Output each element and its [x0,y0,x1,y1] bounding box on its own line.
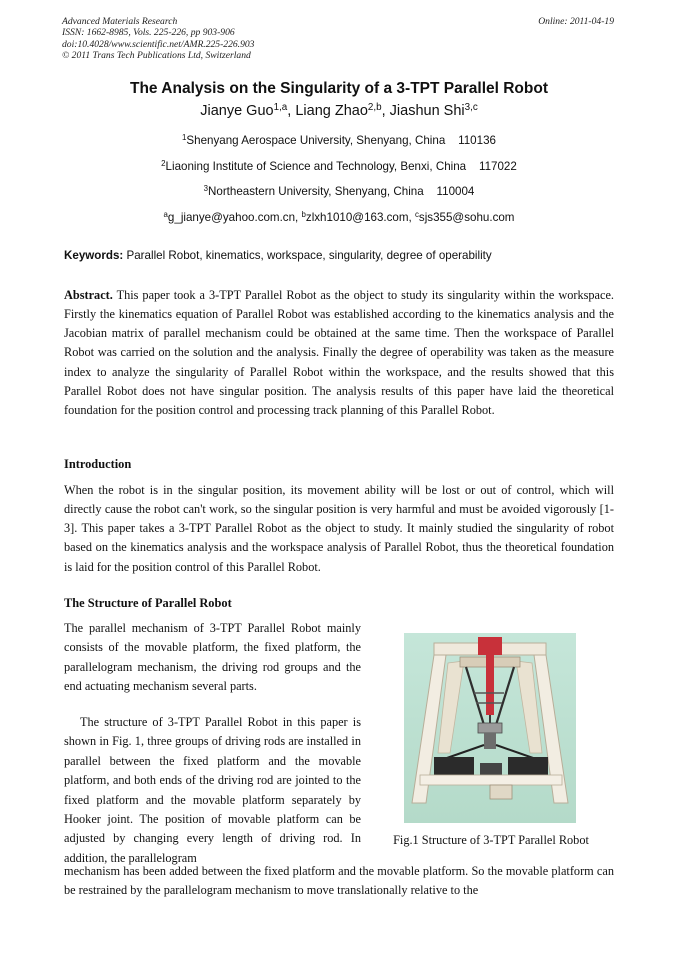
copyright-line: © 2011 Trans Tech Publications Ltd, Switzerland [62,49,251,61]
author-name: Liang Zhao [295,103,368,119]
structure-paragraph-2: The structure of 3-TPT Parallel Robot in this paper is shown in Fig. 1, three groups of driving rods are installed in parallel between the fixed platform and the movable platform, and both ends of the driving rod are jointed to the fixed platform and the movable platform separately by Hooker joint. The position of movable platform can be adjusted by changing every length of driving rod. In addition, the parallelogram [64,715,361,865]
doi-line: doi:10.4028/www.scientific.net/AMR.225-226.903 [62,38,255,50]
introduction-heading: Introduction [64,457,132,471]
keywords-label: Keywords: [64,249,124,262]
robot-illustration [404,633,576,823]
email-b[interactable]: zlxh1010@163.com, [305,211,415,224]
online-date: Online: 2011-04-19 [538,16,614,27]
structure-paragraph-1: The parallel mechanism of 3-TPT Parallel Robot mainly consists of the movable platform, the fixed platform, the parallelogram mechanism, the driving rod groups and the end actuating mechanism several parts. [64,621,361,694]
structure-heading: The Structure of Parallel Robot [64,596,232,610]
author-superscript: 2,b [367,102,382,114]
affiliation-3 [0,185,678,198]
journal-name: Advanced Materials Research [62,16,178,27]
abstract-label: Abstract. [64,288,113,302]
paper-title: The Analysis on the Singularity of a 3-TPT Parallel Robot [130,80,548,97]
affiliation-superscript: 2 [161,159,166,169]
author-separator: , [287,103,296,119]
keywords-text: Parallel Robot, kinematics, workspace, singularity, degree of operability [123,249,492,262]
email-a[interactable]: g_jianye@yahoo.com.cn, [167,211,302,224]
affiliation-1 [0,134,678,147]
robot-figure [404,633,576,823]
abstract-text: This paper took a 3-TPT Parallel Robot as the object to study its singularity within the workspace. Firstly the kinematics equation of Parallel Robot was established according to the kinematics analysis and the Jacobian matrix of parallel mechanism could be obtained at the same time. Then the workspace of Parallel Robot was carried on the solution and the analysis. Finally the degree of operability was taken as the measure index to analyze the singularity of Parallel Robot within the workspace, and the results showed that this Parallel Robot does not have singular position. The analysis results of this paper have laid the theoretical foundation for the position control and processing track planning of this Parallel Robot. [64,288,614,417]
author-superscript: 3,c [464,102,478,114]
email-superscript: c [414,210,419,220]
introduction-paragraph: When the robot is in the singular position, its movement ability will be lost or out of control, which will directly cause the robot can't work, so the singular position is very harmful and must be avoided vigorously [1-3]. This paper takes a 3-TPT Parallel Robot as the object to study. It mainly studied the singularity of robot based on the kinematics analysis and the workspace analysis of Parallel Robot, thus the theoretical foundation is laid for the position control of this Parallel Robot. [64,483,614,574]
email-superscript: a [163,210,168,220]
issn-line: ISSN: 1662-8985, Vols. 225-226, pp 903-906 [62,27,235,39]
abstract-paragraph [64,286,614,420]
author-name: Jianye Guo [200,103,274,119]
affiliation-superscript: 1 [182,133,187,143]
structure-paragraph-3: mechanism has been added between the fixed platform and the movable platform. So the movable platform can be restrained by the parallelogram mechanism to move translationally relative to the [64,864,614,898]
author-name: Jiashun Shi [389,103,465,119]
author-list [0,103,678,119]
author-superscript: 1,a [273,102,288,114]
affiliation-text: Northeastern University, Shenyang, China 110004 [208,185,475,198]
email-superscript: b [301,210,306,220]
author-separator: , [381,103,390,119]
keywords-line [64,249,492,262]
figure-caption: Fig.1 Structure of 3-TPT Parallel Robot [393,833,589,847]
affiliation-text: Liaoning Institute of Science and Technology, Benxi, China 117022 [165,160,517,173]
affiliation-2 [0,160,678,173]
journal-header [62,16,254,61]
email-line [0,211,678,224]
affiliation-superscript: 3 [203,184,208,194]
affiliation-text: Shenyang Aerospace University, Shenyang, China 110136 [186,134,496,147]
email-c[interactable]: sjs355@sohu.com [418,211,515,224]
